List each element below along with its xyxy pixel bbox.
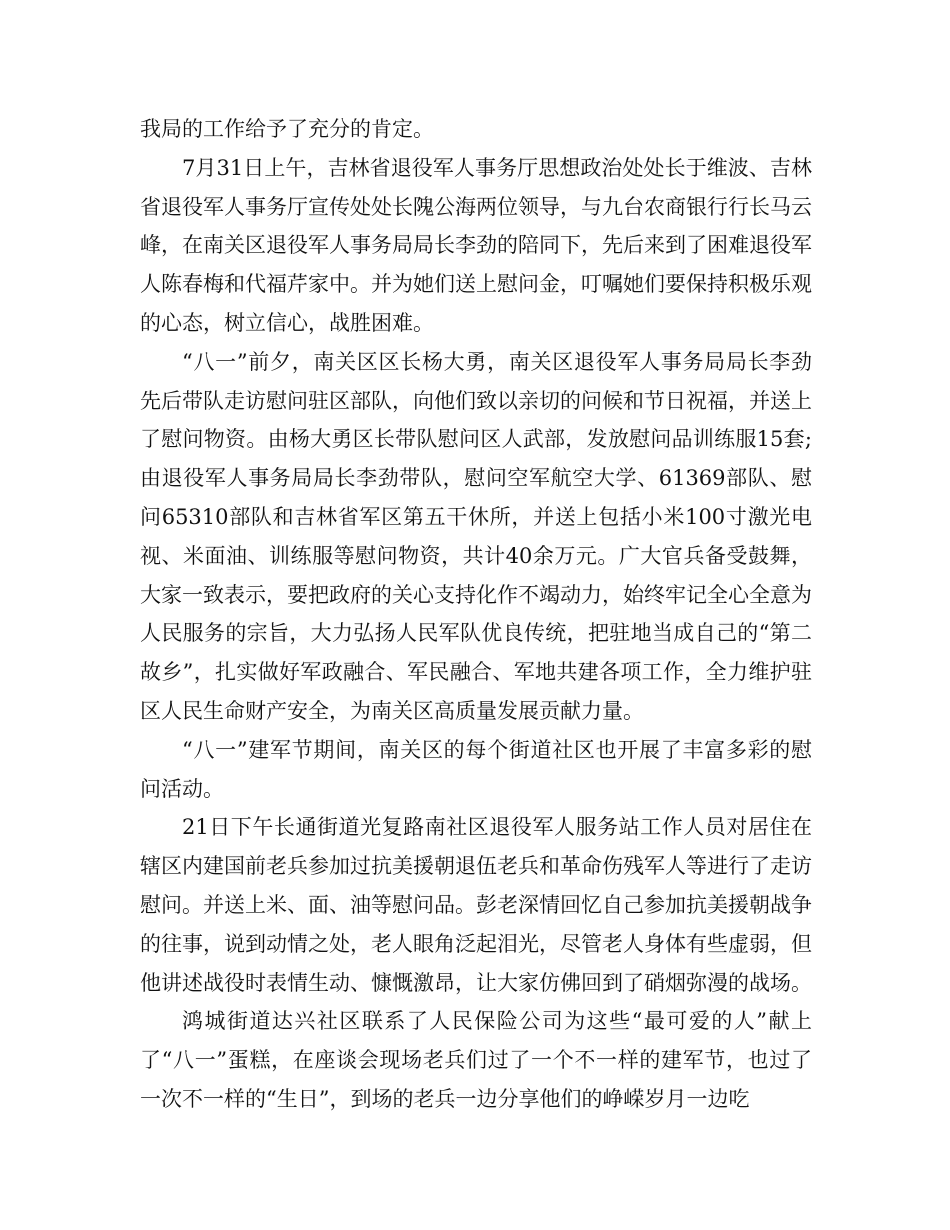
paragraph-veteran-visit: 21日下午长通街道光复路南社区退役军人服务站工作人员对居住在辖区内建国前老兵参加过抗美援朝退伍老兵和革命伤残军人等进行了走访慰问。并送上米、面、油等慰问品。彭老深情回忆自己参加抗美援朝战争的往事，说到动情之处，老人眼角泛起泪光，尽管老人身体有些虚弱，但他讲述战役时表情生动、慷慨激昂，让大家仿佛回到了硝烟弥漫的战场。 bbox=[140, 815, 812, 995]
paragraph-birthday-event: 鸿城街道达兴社区联系了人民保险公司为这些“最可爱的人”献上了“八一”蛋糕，在座谈会现场老兵们过了一个不一样的建军节，也过了一次不一样的“生日”，到场的老兵一边分享他们的峥嵘岁月一边吃 bbox=[140, 1009, 812, 1111]
paragraph-community-activities: “八一”建军节期间，南关区的每个街道社区也开展了丰富多彩的慰问活动。 bbox=[140, 737, 812, 801]
paragraph-provincial-visit: 7月31日上午，吉林省退役军人事务厅思想政治处处长于维波、吉林省退役军人事务厅宣传处处长隗公海两位领导，与九台农商银行行长马云峰，在南关区退役军人事务局局长李劲的陪同下，先后来到了困难退役军人陈春梅和代福芹家中。并为她们送上慰问金，叮嘱她们要保持积极乐观的心态，树立信心，战胜困难。 bbox=[140, 155, 812, 335]
paragraph-troop-visit: “八一”前夕，南关区区长杨大勇，南关区退役军人事务局局长李劲先后带队走访慰问驻区部队，向他们致以亲切的问候和节日祝福，并送上了慰问物资。由杨大勇区长带队慰问区人武部，发放慰问品训练服15套;由退役军人事务局局长李劲带队，慰问空军航空大学、61369部队、慰问65310部队和吉林省军区第五干休所，并送上包括小米100寸激光电视、米面油、训练服等慰问物资，共计40余万元。广大官兵备受鼓舞，大家一致表示，要把政府的关心支持化作不竭动力，始终牢记全心全意为人民服务的宗旨，大力弘扬人民军队优良传统，把驻地当成自己的“第二故乡”，扎实做好军政融合、军民融合、军地共建各项工作，全力维护驻区人民生命财产安全，为南关区高质量发展贡献力量。 bbox=[140, 349, 812, 723]
paragraph-continued: 我局的工作给予了充分的肯定。 bbox=[140, 117, 434, 141]
document-body bbox=[140, 110, 812, 1119]
